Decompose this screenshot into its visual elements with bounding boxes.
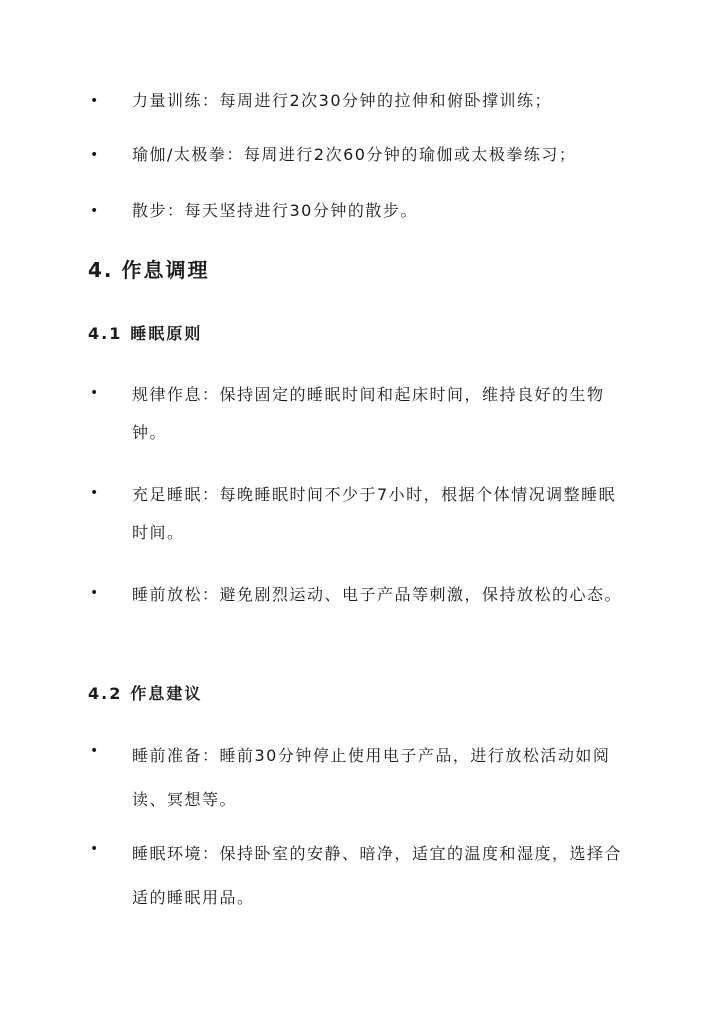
subsection-heading xyxy=(88,322,202,346)
list-item-text: 力量训练：每周进行2次30分钟的拉伸和俯卧撑训练； xyxy=(132,91,553,110)
bullet-icon: • xyxy=(90,485,100,501)
list-item-text: 规律作息：保持固定的睡眠时间和起床时间，维持良好的生物钟。 xyxy=(132,385,605,442)
list-item xyxy=(90,832,628,920)
list-item xyxy=(90,376,628,452)
subsection-number: 4.2 xyxy=(88,684,123,703)
list-item xyxy=(90,138,628,172)
subsection-title: 作息建议 xyxy=(130,684,203,703)
section-heading xyxy=(88,256,210,284)
list-item-text: 睡前放松：避免剧烈运动、电子产品等刺激，保持放松的心态。 xyxy=(132,585,623,604)
list-item xyxy=(90,194,628,228)
bullet-icon: • xyxy=(90,585,100,601)
list-item xyxy=(90,476,628,552)
subsection-title: 睡眠原则 xyxy=(130,324,203,343)
list-item-text: 睡眠环境：保持卧室的安静、暗净，适宜的温度和湿度，选择合适的睡眠用品。 xyxy=(132,844,623,907)
subsection-heading xyxy=(88,682,202,706)
bullet-icon: • xyxy=(90,147,100,163)
list-item xyxy=(90,576,628,614)
list-item-text: 充足睡眠：每晚睡眠时间不少于7小时，根据个体情况调整睡眠时间。 xyxy=(132,485,617,542)
bullet-icon: • xyxy=(90,743,100,759)
bullet-icon: • xyxy=(90,203,100,219)
list-item xyxy=(90,734,628,822)
bullet-icon: • xyxy=(90,93,100,109)
subsection-number: 4.1 xyxy=(88,324,123,343)
section-title: 作息调理 xyxy=(121,258,210,282)
list-item-text: 睡前准备：睡前30分钟停止使用电子产品，进行放松活动如阅读、冥想等。 xyxy=(132,746,611,809)
section-number: 4. xyxy=(88,258,114,282)
list-item-text: 瑜伽/太极拳：每周进行2次60分钟的瑜伽或太极拳练习； xyxy=(132,145,577,164)
bullet-icon: • xyxy=(90,841,100,857)
bullet-icon: • xyxy=(90,385,100,401)
list-item-text: 散步：每天坚持进行30分钟的散步。 xyxy=(132,201,418,220)
list-item xyxy=(90,84,628,118)
